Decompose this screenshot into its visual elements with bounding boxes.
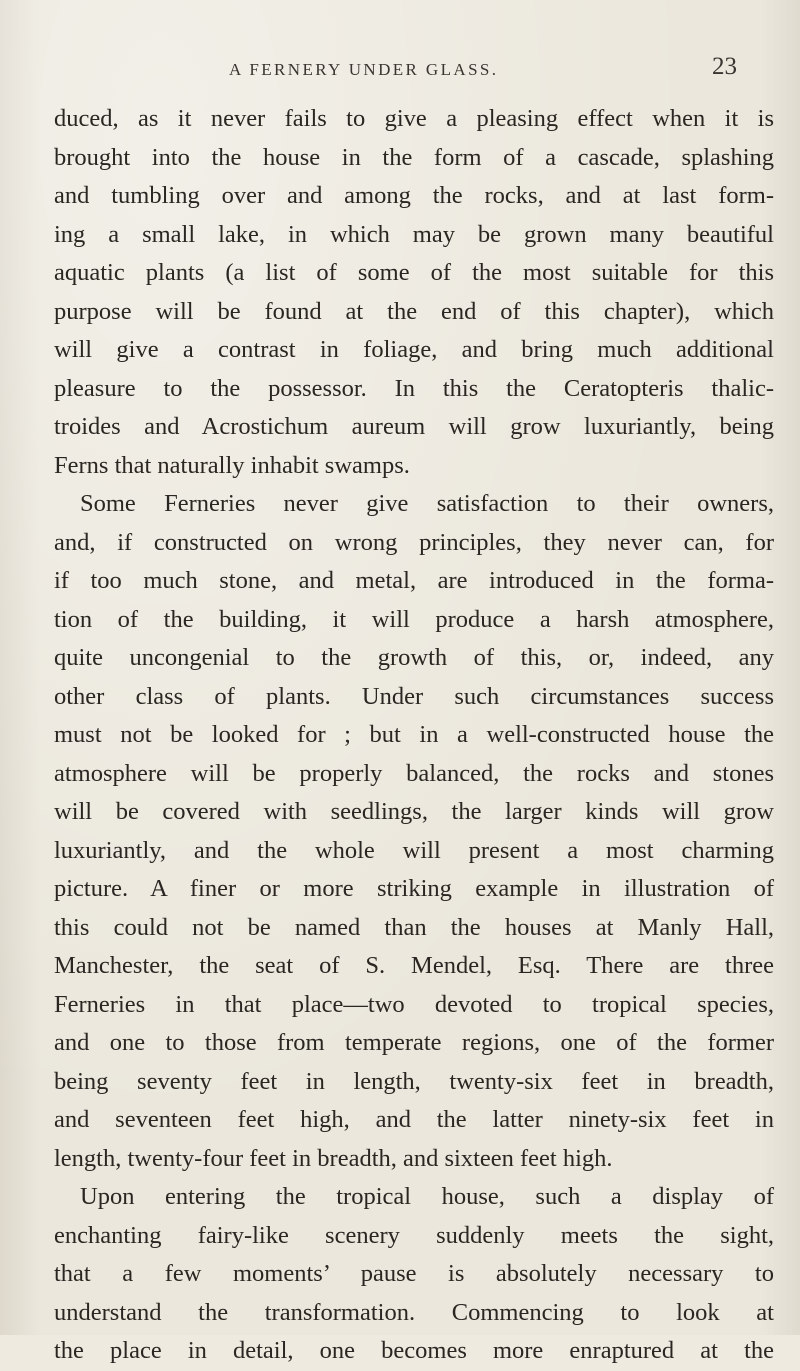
text-line: quite uncongenial to the growth of this, or, indeed, any: [54, 644, 774, 671]
text-line: enchanting fairy-like scenery suddenly meets the sight,: [54, 1221, 774, 1249]
text-line: and one to those from temperate regions, one of the former: [54, 1029, 774, 1056]
text-line: brought into the house in the form of a cascade, splashing: [54, 143, 774, 171]
text-line: the place in detail, one becomes more enraptured at the: [54, 1337, 774, 1364]
page-number: 23: [712, 53, 737, 80]
text-line: and seventeen feet high, and the latter ninety-six feet in: [54, 1106, 774, 1133]
text-line: and, if constructed on wrong principles, they never can, for: [54, 528, 774, 556]
text-line: aquatic plants (a list of some of the most suitable for this: [54, 259, 774, 286]
text-line: ing a small lake, in which may be grown many beautiful: [54, 220, 774, 248]
text-line: picture. A finer or more striking example in illustration of: [54, 875, 774, 902]
text-line: Ferns that naturally inhabit swamps.: [54, 451, 410, 479]
text-line: troides and Acrostichum aureum will grow luxuriantly, being: [54, 413, 774, 440]
text-line: Manchester, the seat of S. Mendel, Esq. There are three: [54, 952, 774, 979]
text-line: Ferneries in that place—two devoted to tropical species,: [54, 990, 774, 1018]
text-line: Some Ferneries never give satisfaction to their owners,: [80, 490, 774, 517]
text-line: this could not be named than the houses at Manly Hall,: [54, 913, 774, 941]
text-line: purpose will be found at the end of this chapter), which: [54, 297, 774, 325]
text-line: luxuriantly, and the whole will present a most charming: [54, 836, 774, 864]
text-line: atmosphere will be properly balanced, the rocks and stones: [54, 759, 774, 787]
text-line: tion of the building, it will produce a harsh atmosphere,: [54, 605, 774, 633]
text-line: being seventy feet in length, twenty-six feet in breadth,: [54, 1067, 774, 1095]
text-line: understand the transformation. Commencing to look at: [54, 1298, 774, 1326]
text-line: Upon entering the tropical house, such a display of: [80, 1183, 774, 1210]
body-text: [54, 100, 774, 1371]
text-line: other class of plants. Under such circumstances success: [54, 682, 774, 710]
text-line: will give a contrast in foliage, and bring much additional: [54, 336, 774, 363]
text-line: length, twenty-four feet in breadth, and sixteen feet high.: [54, 1144, 613, 1172]
text-line: will be covered with seedlings, the larger kinds will grow: [54, 798, 774, 825]
text-line: must not be looked for ; but in a well-constructed house the: [54, 721, 774, 748]
running-head: A FERNERY UNDER GLASS.: [229, 60, 499, 79]
text-line: duced, as it never fails to give a pleasing effect when it is: [54, 105, 774, 132]
text-line: if too much stone, and metal, are introduced in the forma-: [54, 567, 774, 594]
text-line: and tumbling over and among the rocks, and at last form-: [54, 182, 774, 209]
text-line: that a few moments’ pause is absolutely necessary to: [54, 1260, 774, 1287]
text-line: pleasure to the possessor. In this the Ceratopteris thalic-: [54, 374, 774, 402]
